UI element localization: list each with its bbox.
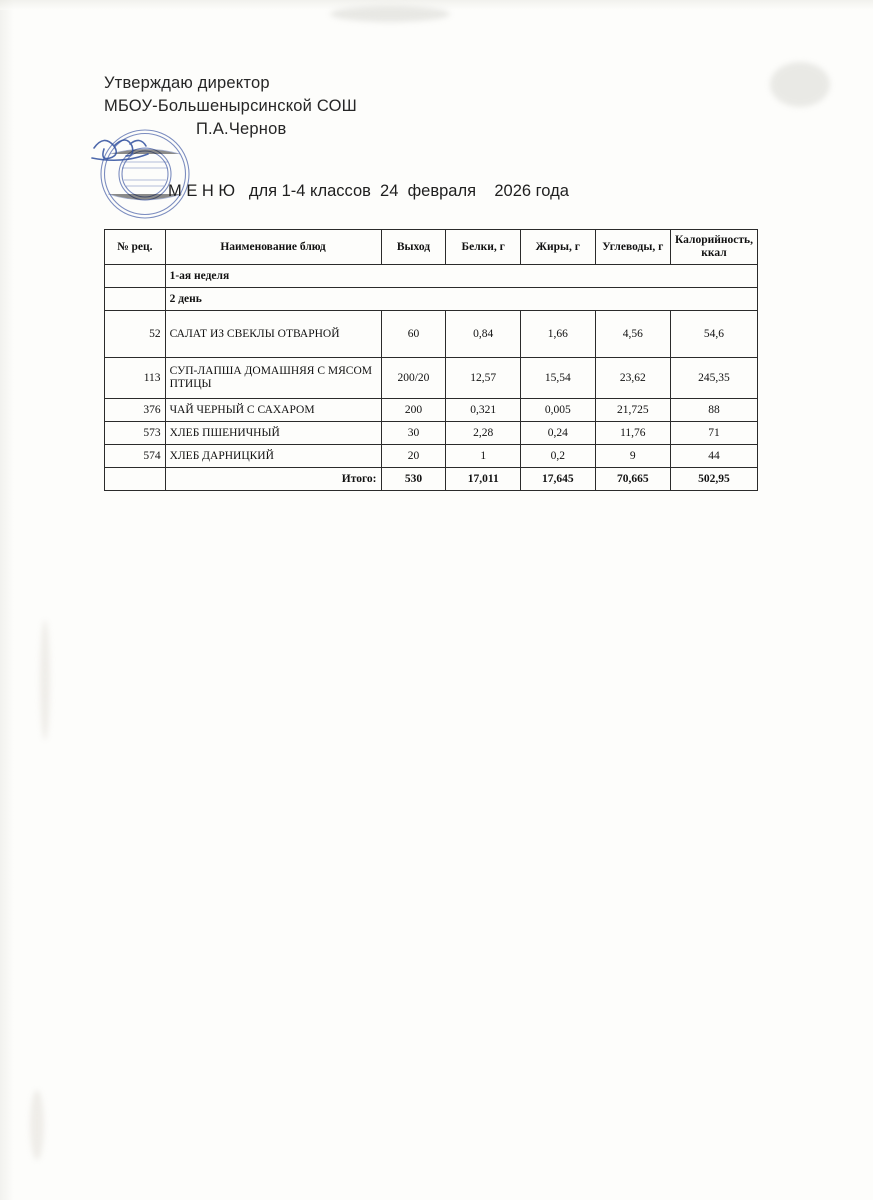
cell-output: 30 (381, 422, 446, 445)
cell-calories: 245,35 (670, 358, 757, 399)
approval-block (104, 72, 357, 141)
scan-smudge (770, 62, 830, 107)
table-header-row (105, 230, 758, 265)
table-row (105, 422, 758, 445)
cell-carbohydrates: 11,76 (595, 422, 670, 445)
scan-smudge (330, 6, 450, 22)
cell-recipe-number: 574 (105, 445, 166, 468)
cell-recipe-number: 52 (105, 311, 166, 358)
cell-calories: 44 (670, 445, 757, 468)
cell-dish-name: СУП-ЛАПША ДОМАШНЯЯ С МЯСОМ ПТИЦЫ (165, 358, 381, 399)
cell-carbohydrates: 21,725 (595, 399, 670, 422)
cell-dish-name: ХЛЕБ ПШЕНИЧНЫЙ (165, 422, 381, 445)
cell-fat: 1,66 (521, 311, 596, 358)
total-spacer (105, 468, 166, 491)
cell-protein: 0,321 (446, 399, 521, 422)
section-week-label: 1-ая неделя (165, 265, 757, 288)
cell-protein: 12,57 (446, 358, 521, 399)
cell-fat: 0,005 (521, 399, 596, 422)
table-row (105, 358, 758, 399)
cell-recipe-number: 113 (105, 358, 166, 399)
cell-fat: 15,54 (521, 358, 596, 399)
cell-output: 200/20 (381, 358, 446, 399)
table-body (105, 265, 758, 491)
table-header (105, 230, 758, 265)
total-calories: 502,95 (670, 468, 757, 491)
header-output: Выход (381, 230, 446, 265)
total-label: Итого: (165, 468, 381, 491)
cell-output: 20 (381, 445, 446, 468)
menu-title: М Е Н Ю для 1-4 классов 24 февраля 2026 года (168, 182, 569, 200)
cell-recipe-number: 573 (105, 422, 166, 445)
table-row (105, 399, 758, 422)
header-fat: Жиры, г (521, 230, 596, 265)
cell-carbohydrates: 9 (595, 445, 670, 468)
approval-line-1: Утверждаю директор (104, 74, 270, 92)
approval-line-2: МБОУ-Большенырсинской СОШ (104, 97, 357, 115)
cell-dish-name: ХЛЕБ ДАРНИЦКИЙ (165, 445, 381, 468)
section-day-label: 2 день (165, 288, 757, 311)
cell-output: 60 (381, 311, 446, 358)
total-carbohydrates: 70,665 (595, 468, 670, 491)
header-protein: Белки, г (446, 230, 521, 265)
cell-carbohydrates: 23,62 (595, 358, 670, 399)
approval-signer-name: П.А.Чернов (196, 120, 287, 138)
table-section-week (105, 265, 758, 288)
menu-table (104, 229, 758, 491)
cell-dish-name: ЧАЙ ЧЕРНЫЙ С САХАРОМ (165, 399, 381, 422)
cell-calories: 54,6 (670, 311, 757, 358)
table-section-day (105, 288, 758, 311)
header-dish-name: Наименование блюд (165, 230, 381, 265)
total-protein: 17,011 (446, 468, 521, 491)
cell-fat: 0,24 (521, 422, 596, 445)
cell-carbohydrates: 4,56 (595, 311, 670, 358)
cell-fat: 0,2 (521, 445, 596, 468)
menu-table-container (104, 229, 758, 491)
section-day-spacer (105, 288, 166, 311)
cell-protein: 1 (446, 445, 521, 468)
scan-smudge (30, 1090, 44, 1160)
cell-output: 200 (381, 399, 446, 422)
scan-smudge (40, 620, 50, 740)
table-row (105, 311, 758, 358)
table-row (105, 445, 758, 468)
cell-protein: 0,84 (446, 311, 521, 358)
cell-dish-name: САЛАТ ИЗ СВЕКЛЫ ОТВАРНОЙ (165, 311, 381, 358)
cell-calories: 71 (670, 422, 757, 445)
total-output: 530 (381, 468, 446, 491)
scan-edge-left (0, 0, 14, 1200)
cell-recipe-number: 376 (105, 399, 166, 422)
cell-protein: 2,28 (446, 422, 521, 445)
cell-calories: 88 (670, 399, 757, 422)
section-week-spacer (105, 265, 166, 288)
header-recipe-number: № рец. (105, 230, 166, 265)
header-carbohydrates: Углеводы, г (595, 230, 670, 265)
total-fat: 17,645 (521, 468, 596, 491)
header-calories: Калорийность, ккал (670, 230, 757, 265)
table-total-row (105, 468, 758, 491)
